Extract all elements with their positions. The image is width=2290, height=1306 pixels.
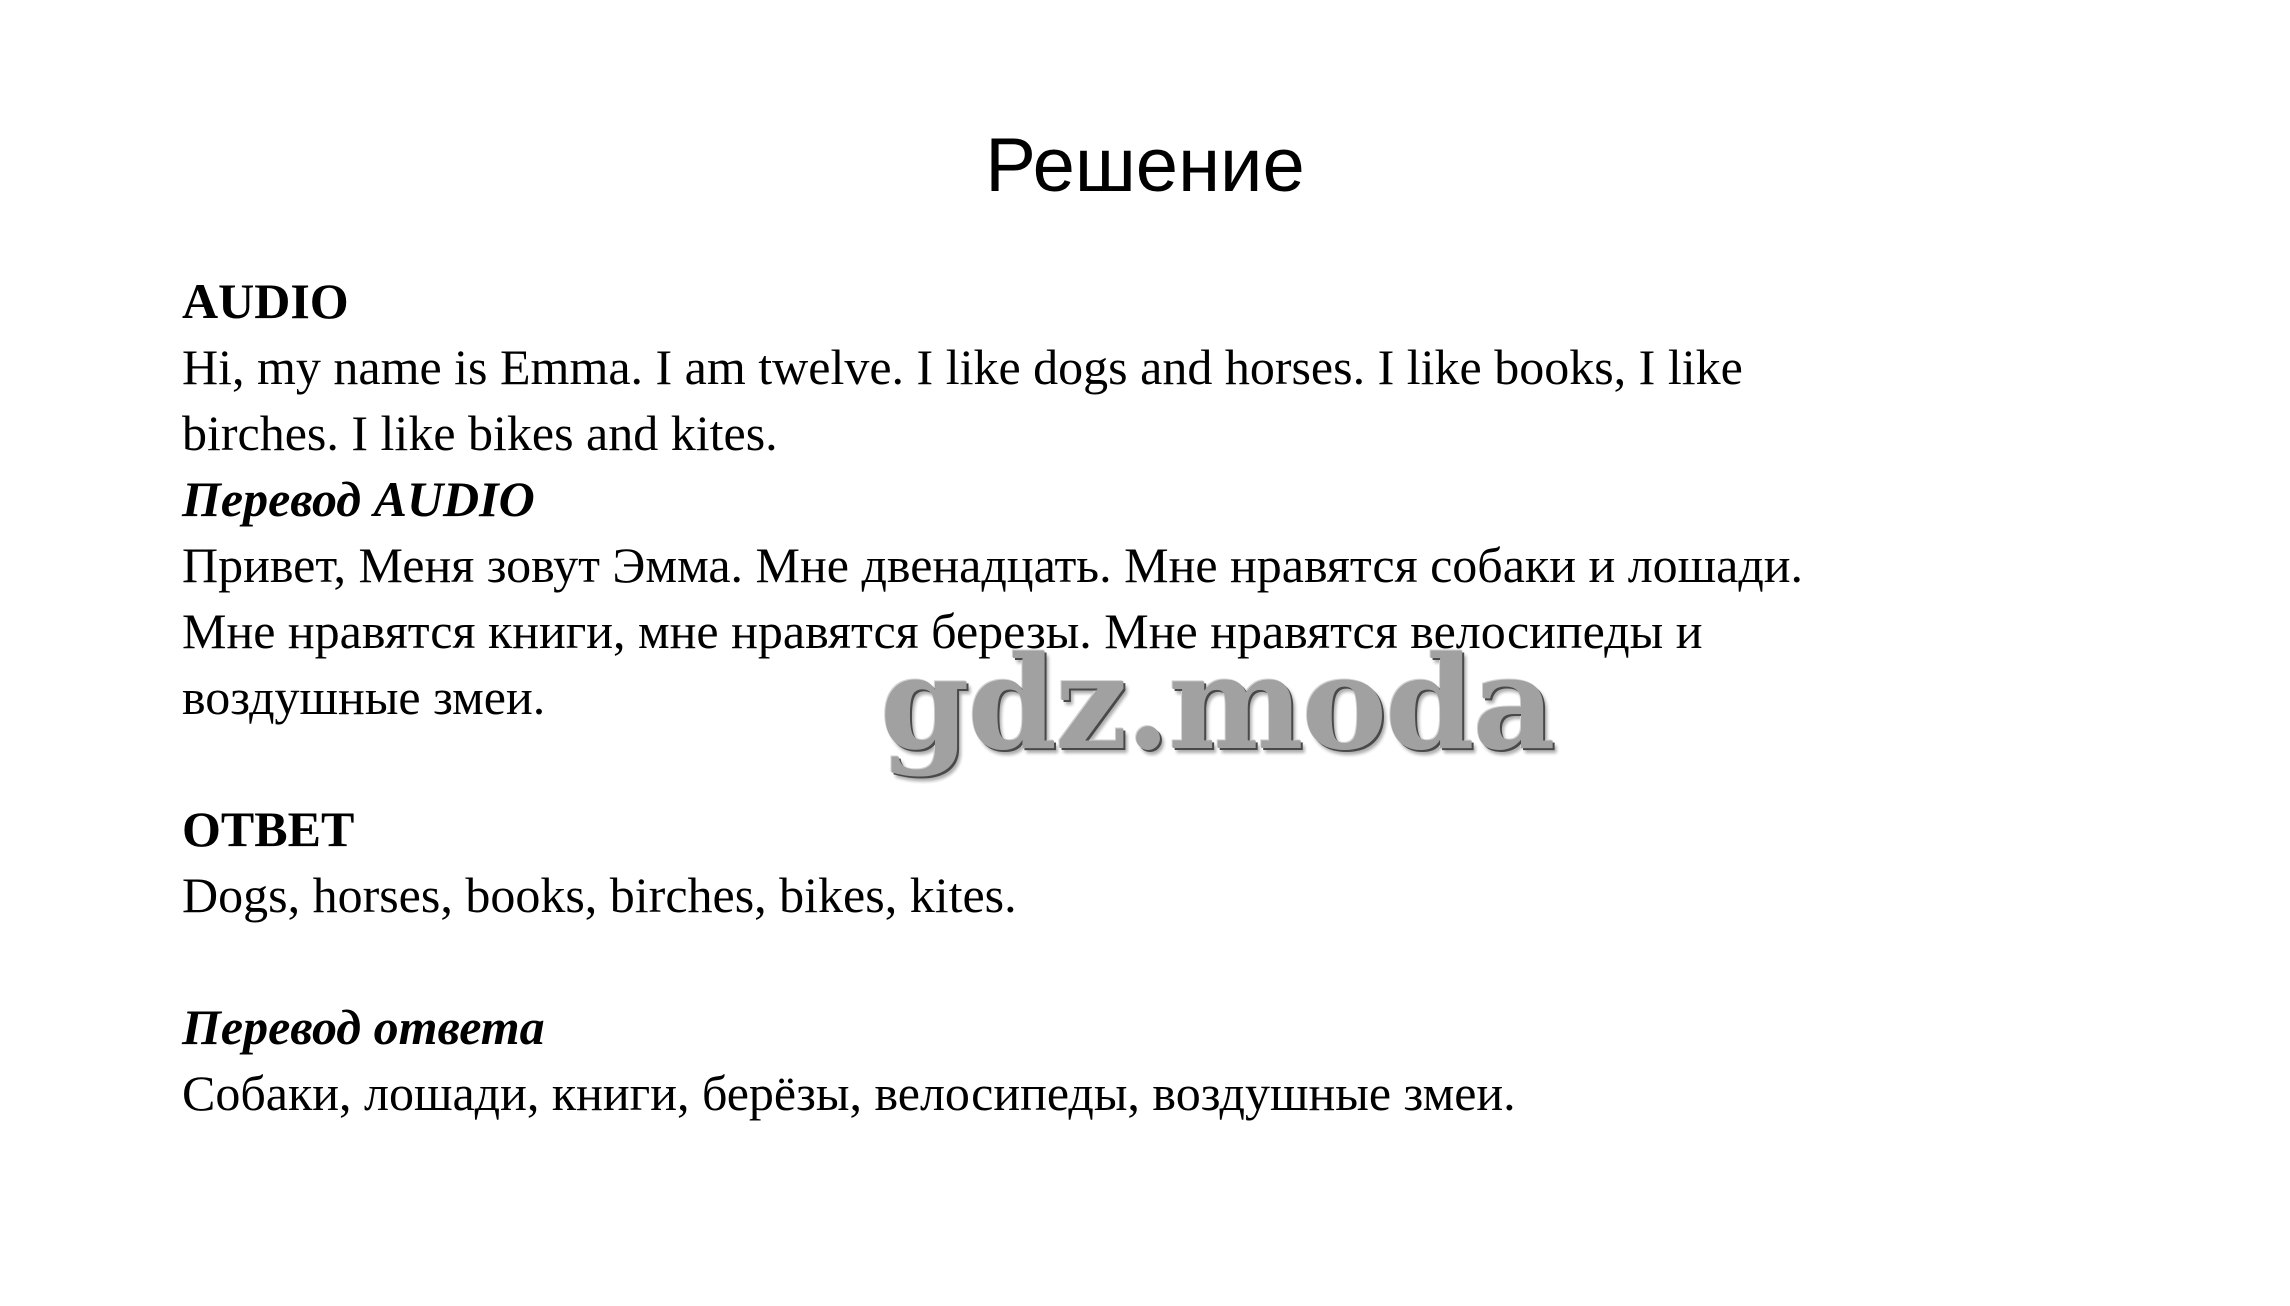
spacer (182, 928, 2182, 994)
audio-translation-line-3: воздушные змеи. (182, 669, 546, 725)
audio-text-line-2: birches. I like bikes and kites. (182, 405, 778, 461)
page-title: Решение (985, 123, 1305, 208)
answer-text: Dogs, horses, books, birches, bikes, kites. (182, 867, 1017, 923)
audio-text-line-1: Hi, my name is Emma. I am twelve. I like dogs and horses. I like books, I like (182, 339, 1743, 395)
audio-translation-line-2: Мне нравятся книги, мне нравятся березы. Мне нравятся велосипеды и (182, 603, 1703, 659)
answer-heading: ОТВЕТ (182, 801, 355, 857)
audio-heading: AUDIO (182, 273, 349, 329)
audio-translation-heading: Перевод AUDIO (182, 471, 535, 527)
answer-translation-heading: Перевод ответа (182, 999, 545, 1055)
answer-translation-text: Собаки, лошади, книги, берёзы, велосипеды, воздушные змеи. (182, 1065, 1516, 1121)
audio-translation-line-1: Привет, Меня зовут Эмма. Мне двенадцать. Мне нравятся собаки и лошади. (182, 537, 1804, 593)
watermark-logo: gdz.moda (880, 629, 1554, 779)
